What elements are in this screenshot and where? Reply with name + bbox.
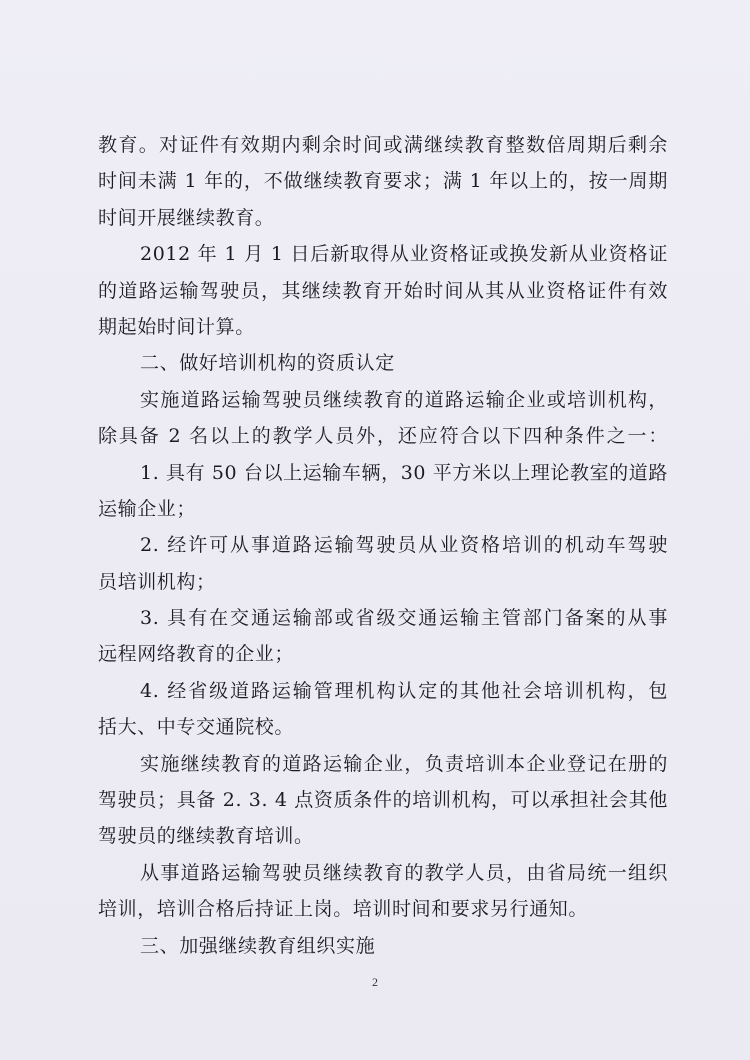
list-item-2: 2. 经许可从事道路运输驾驶员从业资格培训的机动车驾驶 <box>140 534 668 557</box>
text-line: 实施道路运输驾驶员继续教育的道路运输企业或培训机构， <box>140 388 668 411</box>
text-line: 实施继续教育的道路运输企业，负责培训本企业登记在册的 <box>140 752 668 775</box>
text-line: 2012 年 1 月 1 日后新取得从业资格证或换发新从业资格证 <box>140 243 668 266</box>
text-line: 括大、中专交通院校。 <box>98 716 295 739</box>
text-line: 培训，培训合格后持证上岗。培训时间和要求另行通知。 <box>98 898 589 921</box>
text-line: 时间未满 1 年的，不做继续教育要求；满 1 年以上的，按一周期 <box>98 170 668 193</box>
text-line: 教育。对证件有效期内剩余时间或满继续教育整数倍周期后剩余 <box>98 134 668 156</box>
document-body <box>98 127 668 964</box>
text-line: 除具备 2 名以上的教学人员外，还应符合以下四种条件之一： <box>98 425 668 448</box>
text-line: 运输企业； <box>98 497 197 520</box>
text-line: 远程网络教育的企业； <box>98 643 295 666</box>
list-item-1: 1. 具有 50 台以上运输车辆，30 平方米以上理论教室的道路 <box>140 461 668 484</box>
text-line: 驾驶员；具备 2. 3. 4 点资质条件的培训机构，可以承担社会其他 <box>98 789 668 812</box>
section-heading: 三、加强继续教育组织实施 <box>140 934 376 957</box>
text-line: 期起始时间计算。 <box>98 315 255 338</box>
text-line: 员培训机构； <box>98 570 216 593</box>
section-heading: 二、做好培训机构的资质认定 <box>140 352 395 375</box>
page-number: 2 <box>372 975 378 989</box>
list-item-4: 4. 经省级道路运输管理机构认定的其他社会培训机构，包 <box>140 679 668 702</box>
text-line: 时间开展继续教育。 <box>98 206 275 229</box>
text-line: 驾驶员的继续教育培训。 <box>98 825 314 848</box>
text-line: 从事道路运输驾驶员继续教育的教学人员，由省局统一组织 <box>140 861 668 884</box>
list-item-3: 3. 具有在交通运输部或省级交通运输主管部门备案的从事 <box>140 607 668 630</box>
text-line: 的道路运输驾驶员，其继续教育开始时间从其从业资格证件有效 <box>98 279 668 302</box>
